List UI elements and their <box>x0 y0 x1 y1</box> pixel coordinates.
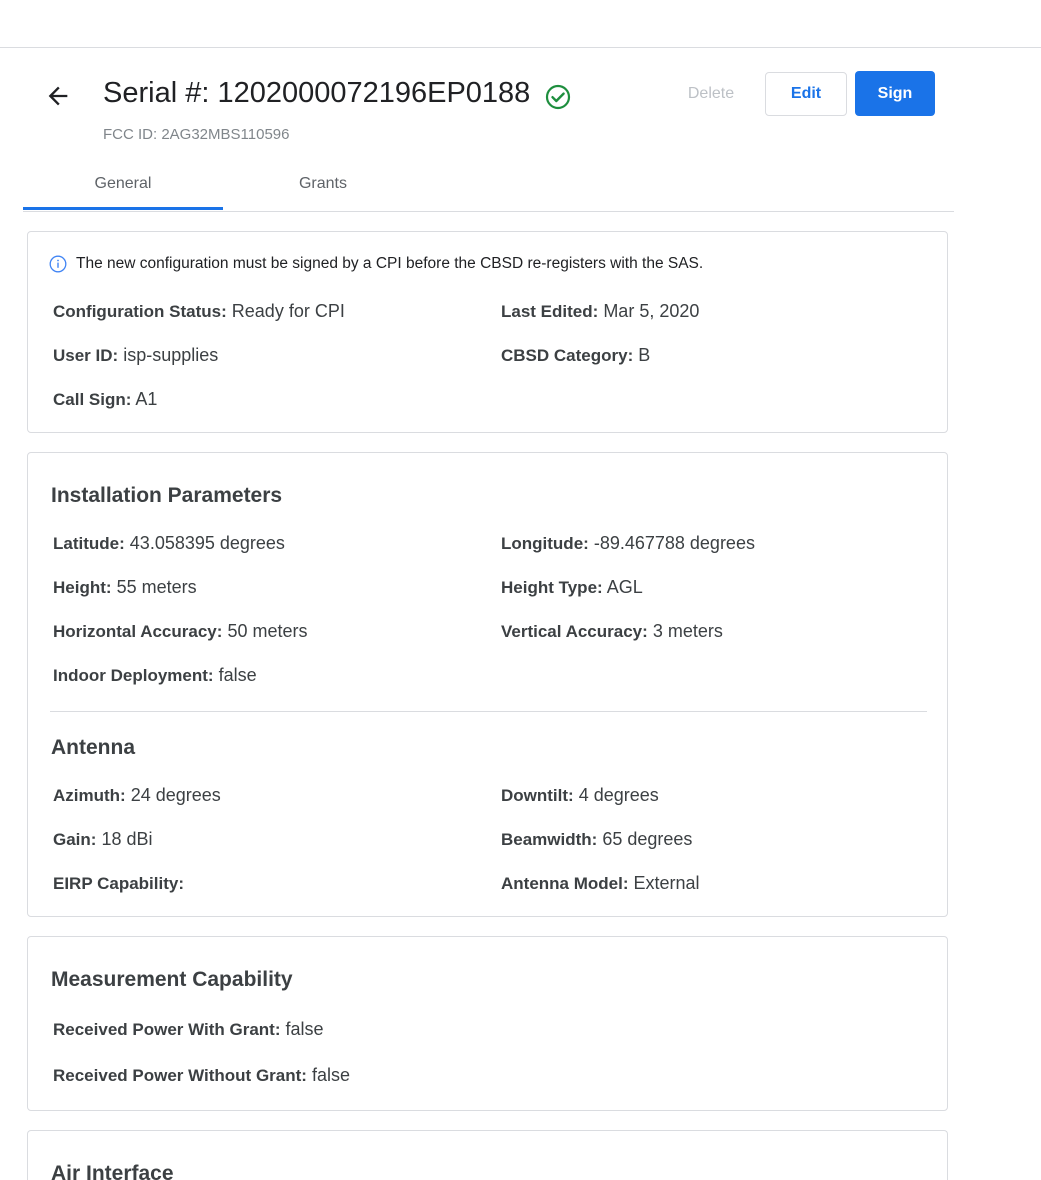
field-received-power-without-grant: Received Power Without Grant: false <box>53 1065 350 1085</box>
field-received-power-with-grant: Received Power With Grant: false <box>53 1019 324 1039</box>
fcc-id: FCC ID: 2AG32MBS110596 <box>103 126 290 143</box>
antenna-title: Antenna <box>51 736 135 759</box>
installation-card <box>27 452 948 917</box>
field-latitude: Latitude: 43.058395 degrees <box>53 533 285 553</box>
field-longitude: Longitude: -89.467788 degrees <box>501 533 755 553</box>
check-circle-icon <box>545 84 571 110</box>
sign-button[interactable]: Sign <box>855 71 935 116</box>
field-gain: Gain: 18 dBi <box>53 829 153 849</box>
back-arrow-icon[interactable] <box>44 82 72 110</box>
air-interface-title: Air Interface <box>51 1162 174 1180</box>
top-bar <box>0 0 1041 48</box>
field-call-sign: Call Sign: A1 <box>53 389 158 409</box>
field-configuration-status: Configuration Status: Ready for CPI <box>53 301 345 321</box>
page-title: Serial #: 1202000072196EP0188 <box>103 77 531 109</box>
field-user-id: User ID: isp-supplies <box>53 345 219 365</box>
delete-button[interactable]: Delete <box>687 85 735 102</box>
field-beamwidth: Beamwidth: 65 degrees <box>501 829 693 849</box>
tab-grants[interactable]: Grants <box>298 175 347 192</box>
measurement-card <box>27 936 948 1111</box>
field-indoor-deployment: Indoor Deployment: false <box>53 665 257 685</box>
notice-text: The new configuration must be signed by a CPI before the CBSD re-registers with the SAS. <box>76 255 704 272</box>
tab-general[interactable]: General <box>94 175 152 192</box>
field-cbsd-category: CBSD Category: B <box>501 345 651 365</box>
field-azimuth: Azimuth: 24 degrees <box>53 785 221 805</box>
field-height: Height: 55 meters <box>53 577 197 597</box>
measurement-title: Measurement Capability <box>51 968 293 991</box>
field-last-edited: Last Edited: Mar 5, 2020 <box>501 301 700 321</box>
edit-button[interactable]: Edit <box>765 72 847 116</box>
air-interface-card <box>27 1130 948 1180</box>
field-antenna-model: Antenna Model: External <box>501 873 700 893</box>
active-tab-indicator <box>23 207 223 210</box>
general-card <box>27 231 948 433</box>
section-divider <box>50 711 927 712</box>
field-horizontal-accuracy: Horizontal Accuracy: 50 meters <box>53 621 308 641</box>
info-icon <box>49 255 67 273</box>
tab-bar <box>23 158 954 212</box>
installation-title: Installation Parameters <box>51 484 283 507</box>
notice <box>49 255 703 273</box>
field-eirp-capability: EIRP Capability: <box>53 874 184 893</box>
field-vertical-accuracy: Vertical Accuracy: 3 meters <box>501 621 723 641</box>
field-height-type: Height Type: AGL <box>501 577 643 597</box>
field-downtilt: Downtilt: 4 degrees <box>501 785 659 805</box>
